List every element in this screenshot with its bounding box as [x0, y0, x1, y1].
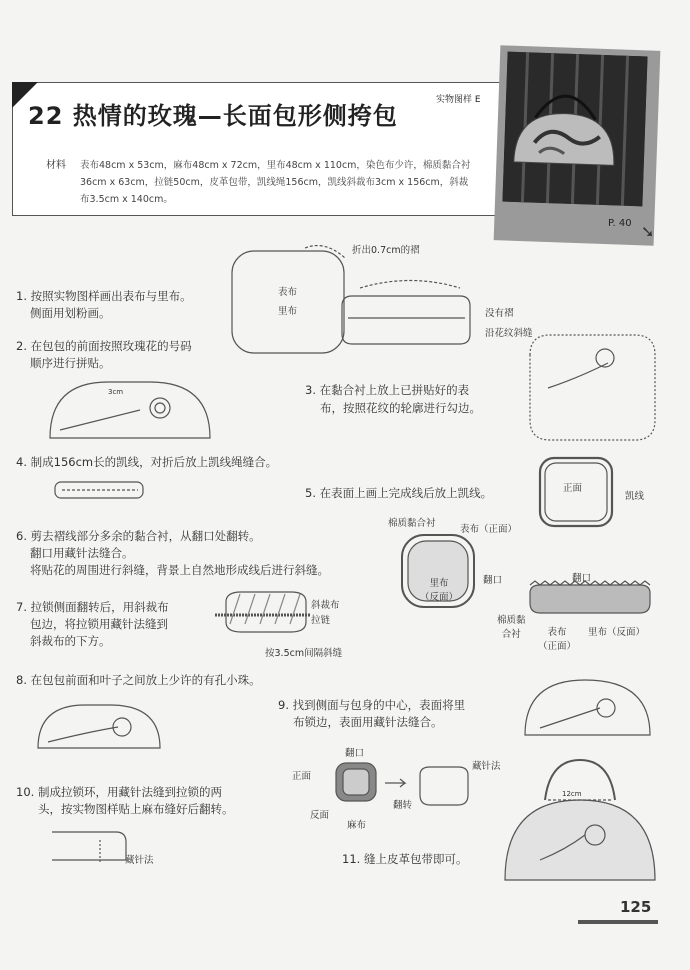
label-fold-out: 折出0.7cm的褶	[352, 245, 420, 256]
label-opening-3: 翻口	[345, 748, 365, 759]
page-title: 22 热情的玫瑰—长面包形侧挎包	[28, 102, 398, 130]
label-lining: 里布	[278, 306, 298, 317]
label-no-pleat: 没有褶	[485, 308, 514, 319]
label-opening-2: 翻口	[572, 573, 592, 584]
photo-page-ref: P. 40	[608, 218, 632, 229]
step-7-line-2: 包边，将拉锁用藏针法缝到	[30, 617, 168, 631]
label-outer-front-2: 表布 （正面）	[538, 627, 577, 652]
step-1-line-1: 1. 按照实物图样画出表布与里布。	[16, 289, 192, 303]
materials-line-1: 表布48cm x 53cm，麻布48cm x 72cm，里布48cm x 110cm，染色布少许，棉质黏合衬	[80, 160, 471, 171]
label-outer-fabric: 表布	[278, 287, 298, 298]
side-panel	[342, 296, 470, 344]
zipper-end	[52, 832, 126, 860]
label-ladder-stitch: 藏针法	[472, 761, 501, 772]
page-number: 125	[620, 898, 652, 916]
label-opening: 翻口	[483, 575, 503, 586]
step-6-line-1: 6. 剪去褶线部分多余的黏合衬，从翻口处翻转。	[16, 529, 261, 543]
label-outer-front: 表布（正面）	[460, 524, 518, 535]
step-9-line-2: 布锁边，表面用藏针法缝合。	[293, 715, 443, 729]
step-6-line-2: 翻口用藏针法缝合。	[30, 546, 134, 560]
materials-line-3: 布3.5cm x 140cm。	[80, 194, 173, 205]
materials-label: 材料	[46, 160, 66, 171]
page-number-bar	[578, 920, 658, 924]
step-10-line-1: 10. 制成拉锁环，用藏针法缝到拉锁的两	[16, 785, 222, 799]
applique-panel	[50, 382, 210, 438]
label-bias-spacing: 按3.5cm间隔斜缝	[265, 648, 343, 659]
step-1-line-2: 侧面用划粉画。	[30, 306, 111, 320]
label-ladder-stitch-2: 藏针法	[125, 855, 154, 866]
step-4: 4. 制成156cm长的凯线，对折后放上凯线绳缝合。	[16, 455, 278, 469]
step-6-line-3: 将贴花的周围进行斜缝，背景上自然地形成线后进行斜缝。	[30, 563, 329, 577]
step-7-line-3: 斜裁布的下方。	[30, 634, 111, 648]
label-cotton-interfacing: 棉质黏合衬	[388, 518, 436, 529]
label-lining-back-2: 里布（反面）	[588, 627, 646, 638]
step-2-line-2: 顺序进行拼贴。	[30, 356, 111, 370]
layered-panel	[530, 585, 650, 613]
outer-lining-panel	[232, 251, 344, 353]
materials-line-2: 36cm x 63cm，拉链50cm，皮革包带，凯线绳156cm，凯线斜裁布3cm x 156cm，斜裁	[80, 177, 469, 188]
label-cotton-interfacing-2: 棉质黏 合衬	[497, 615, 526, 640]
turned-tab	[420, 767, 468, 805]
step-10-line-2: 头，按实物图样贴上麻布缝好后翻转。	[38, 802, 234, 816]
label-linen: 麻布	[347, 820, 367, 831]
label-12cm: 12cm	[562, 790, 582, 798]
label-3cm: 3cm	[108, 388, 124, 396]
label-turn: 翻转	[393, 800, 413, 811]
beaded-panel	[38, 705, 160, 748]
step-7-line-1: 7. 拉锁侧面翻转后，用斜裁布	[16, 600, 169, 614]
rose-stem	[60, 410, 140, 430]
pattern-tag: 实物图样 E	[436, 95, 481, 105]
label-front-side: 正面	[563, 483, 583, 494]
finished-bag	[505, 800, 655, 880]
label-reverse: 反面	[310, 810, 330, 821]
label-piping: 凯线	[625, 491, 645, 502]
step-5: 5. 在表面上画上完成线后放上凯线。	[305, 486, 493, 500]
step-11: 11. 缝上皮革包带即可。	[342, 852, 468, 866]
step-8: 8. 在包包前面和叶子之间放上少许的有孔小珠。	[16, 673, 261, 687]
step-3-line-1: 3. 在黏合衬上放上已拼贴好的表	[305, 383, 470, 397]
label-lining-back: 里布 （反面）	[420, 578, 459, 603]
step-2-line-1: 2. 在包包的前面按照玫瑰花的号码	[16, 339, 192, 353]
step-9-line-1: 9. 找到侧面与包身的中心，表面将里	[278, 698, 466, 712]
step-3-line-2: 布，按照花纹的轮廓进行勾边。	[320, 401, 481, 415]
label-front-3: 正面	[292, 771, 312, 782]
pointer-icon: ➘	[641, 222, 655, 241]
label-bias-fabric: 斜裁布	[311, 600, 340, 611]
label-blanket-stitch: 沿花纹斜缝	[485, 328, 533, 339]
label-zipper: 拉链	[311, 615, 331, 626]
